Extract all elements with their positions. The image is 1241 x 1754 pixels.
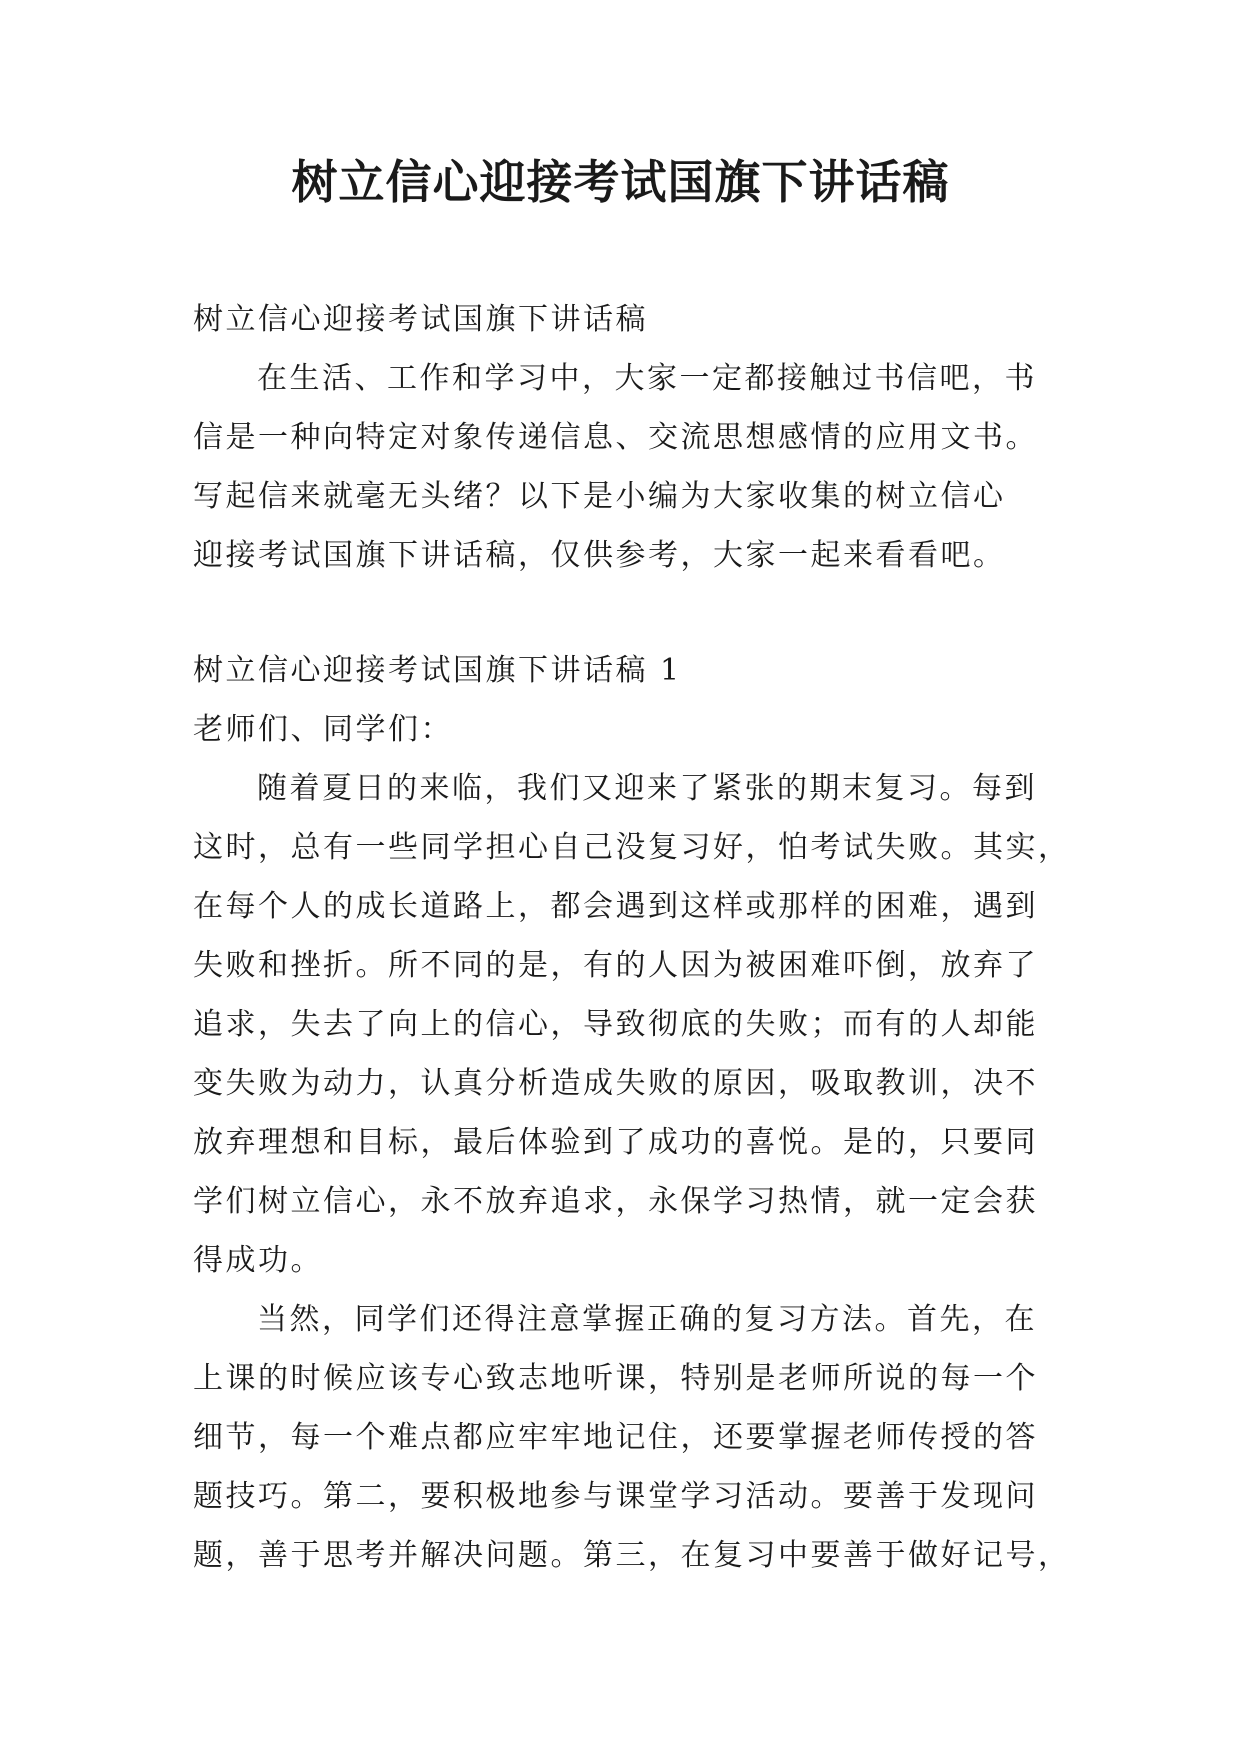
paragraph-line: 题技巧。第二，要积极地参与课堂学习活动。要善于发现问 bbox=[193, 1479, 1038, 1514]
section-heading: 树立信心迎接考试国旗下讲话稿 1 bbox=[193, 653, 682, 688]
paragraph-line: 在每个人的成长道路上，都会遇到这样或那样的困难，遇到 bbox=[193, 889, 1038, 924]
paragraph-line: 细节，每一个难点都应牢牢地记住，还要掌握老师传授的答 bbox=[193, 1420, 1038, 1455]
paragraph-line: 得成功。 bbox=[193, 1243, 323, 1278]
paragraph-line: 失败和挫折。所不同的是，有的人因为被困难吓倒，放弃了 bbox=[193, 948, 1038, 983]
paragraph-line: 上课的时候应该专心致志地听课，特别是老师所说的每一个 bbox=[193, 1361, 1038, 1396]
paragraph-line: 这时，总有一些同学担心自己没复习好，怕考试失败。其实， bbox=[193, 830, 1071, 865]
intro-section bbox=[193, 290, 1073, 585]
intro-line: 在生活、工作和学习中，大家一定都接触过书信吧，书 bbox=[257, 361, 1037, 396]
intro-line: 信是一种向特定对象传递信息、交流思想感情的应用文书。 bbox=[193, 420, 1038, 455]
speech-section bbox=[193, 641, 1073, 1585]
paragraph-line: 追求，失去了向上的信心，导致彻底的失败；而有的人却能 bbox=[193, 1007, 1038, 1042]
paragraph-line: 变失败为动力，认真分析造成失败的原因，吸取教训，决不 bbox=[193, 1066, 1038, 1101]
intro-heading: 树立信心迎接考试国旗下讲话稿 bbox=[193, 302, 648, 337]
paragraph-line: 题，善于思考并解决问题。第三，在复习中要善于做好记号， bbox=[193, 1538, 1071, 1573]
paragraph-line: 放弃理想和目标，最后体验到了成功的喜悦。是的，只要同 bbox=[193, 1125, 1038, 1160]
paragraph-line: 当然，同学们还得注意掌握正确的复习方法。首先，在 bbox=[257, 1302, 1037, 1337]
intro-line: 写起信来就毫无头绪？以下是小编为大家收集的树立信心 bbox=[193, 479, 1006, 514]
intro-line: 迎接考试国旗下讲话稿，仅供参考，大家一起来看看吧。 bbox=[193, 538, 1006, 573]
paragraph-line: 学们树立信心，永不放弃追求，永保学习热情，就一定会获 bbox=[193, 1184, 1038, 1219]
document-title: 树立信心迎接考试国旗下讲话稿 bbox=[291, 155, 950, 209]
salutation: 老师们、同学们： bbox=[193, 712, 453, 747]
paragraph-line: 随着夏日的来临，我们又迎来了紧张的期末复习。每到 bbox=[257, 771, 1037, 806]
